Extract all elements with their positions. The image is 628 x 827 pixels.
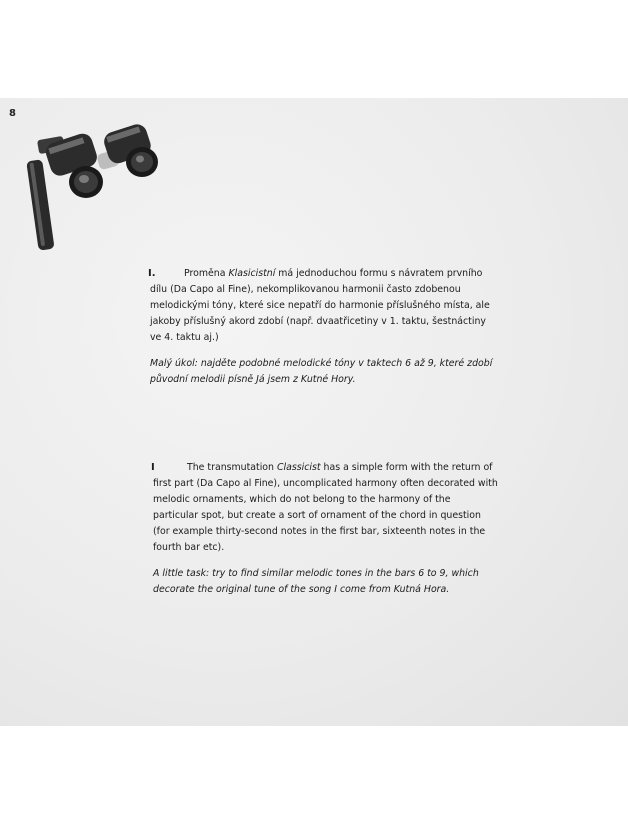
book-page bbox=[0, 98, 628, 726]
czech-text-block bbox=[150, 266, 495, 388]
english-text-block bbox=[153, 460, 498, 598]
english-task: A little task: try to find similar melodic tones in the bars 6 to 9, which decorate the original tune of the song I come from Kutná Hora. bbox=[153, 568, 479, 595]
variation-title: Klasicistní bbox=[228, 268, 276, 279]
opera-glasses-icon bbox=[18, 122, 168, 252]
variation-title: Classicist bbox=[276, 462, 321, 473]
english-paragraph: The transmutation Classicist has a simple form with the return of first part (Da Capo al Fine), uncomplicated harmony often decorated with melodic ornaments, which do not belong to the harmony of the particular spot, but create a sort of ornament of the chord in question (for example thirty-second notes in the first bar, sixteenth notes in the fourth bar etc). bbox=[153, 462, 498, 553]
czech-paragraph: Proměna Klasicistní má jednoduchou formu s návratem prvního dílu (Da Capo al Fine), nekomplikovanou harmonii často zdobenou melodickými tóny, které sice nepatří do harmonie příslušného místa, ale jakoby příslušný akord zdobí (např. dvaatřicetiny v 1. taktu, šestnáctiny ve 4. taktu aj.) bbox=[150, 268, 490, 343]
section-numeral: I bbox=[151, 462, 155, 473]
czech-task: Malý úkol: najděte podobné melodické tóny v taktech 6 až 9, které zdobí původní melodii písně Já jsem z Kutné Hory. bbox=[150, 358, 493, 385]
section-numeral: I. bbox=[148, 268, 156, 279]
page-number: 8 bbox=[9, 108, 16, 119]
